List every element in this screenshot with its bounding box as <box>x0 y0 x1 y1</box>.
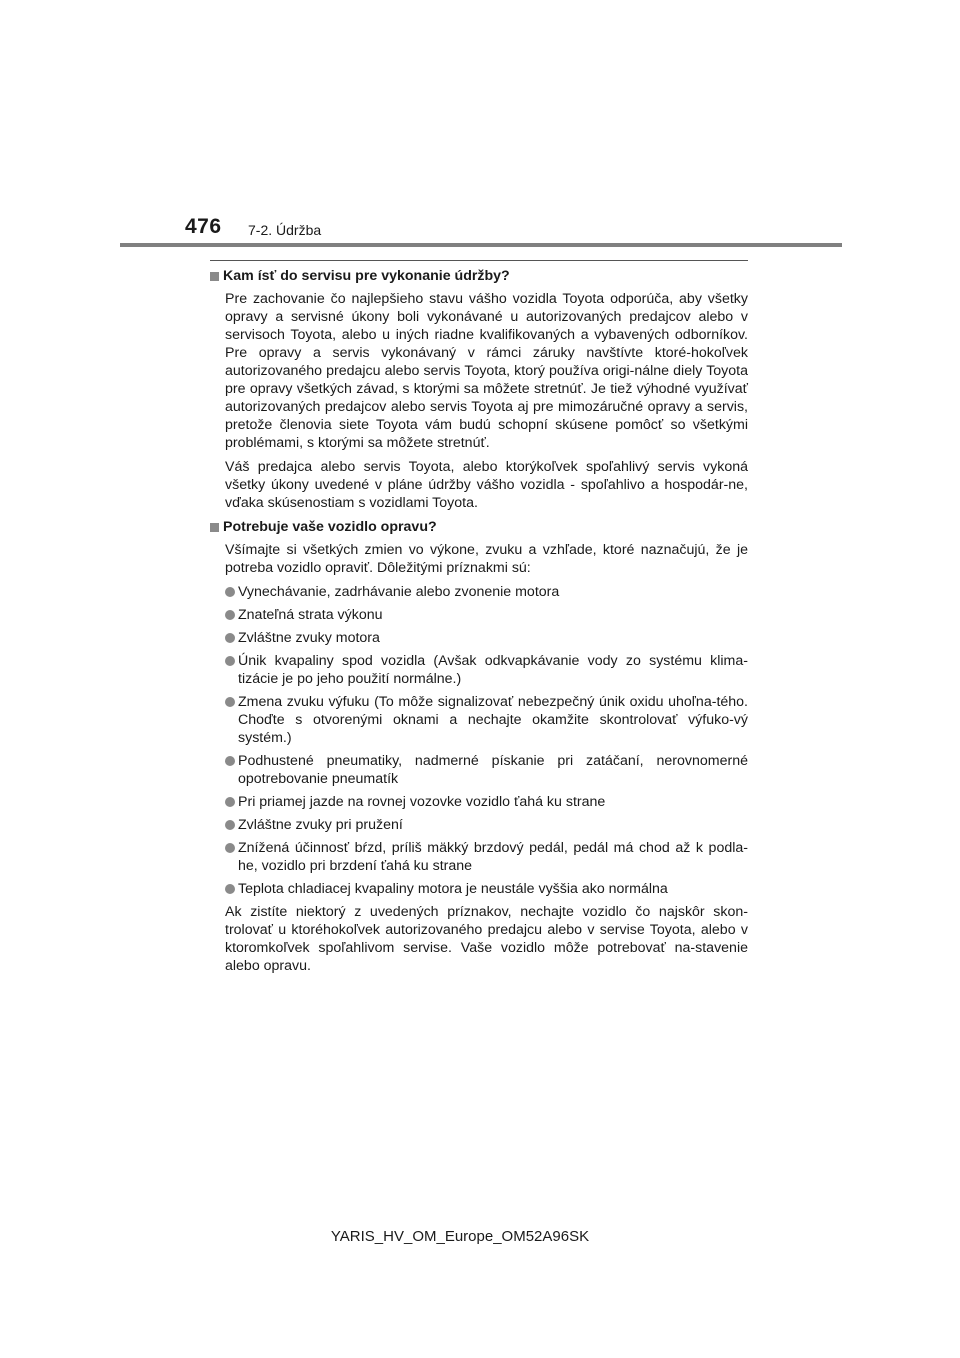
list-item <box>225 693 748 747</box>
content-rule <box>210 260 748 261</box>
section-heading-text: Potrebuje vaše vozidlo opravu? <box>223 519 437 535</box>
section-service-location <box>210 267 748 512</box>
list-item-text: Zmena zvuku výfuku (To môže signalizovať nebezpečný únik oxidu uhoľna-tého. Choďte s otvorenými oknami a nechajte okamžite skontrolovať výfuko-vý systém.) <box>238 694 748 746</box>
list-item <box>225 839 748 875</box>
round-bullet-icon <box>225 884 235 894</box>
list-item-text: Zvláštne zvuky pri pružení <box>238 817 403 833</box>
section-title: 7-2. Údržba <box>248 222 322 238</box>
round-bullet-icon <box>225 633 235 643</box>
list-item-text: Teplota chladiacej kvapaliny motora je neustále vyššia ako normálna <box>238 881 668 897</box>
list-item <box>225 629 748 647</box>
paragraph: Všímajte si všetkých zmien vo výkone, zvuku a vzhľade, ktoré naznačujú, že je potreba vozidlo opraviť. Dôležitými príznakmi sú: <box>225 542 748 576</box>
section-heading <box>210 267 748 285</box>
list-item-text: Únik kvapaliny spod vozidla (Avšak odkvapkávanie vody zo systému klima-tizácie je po jeho použití normálne.) <box>238 653 748 687</box>
list-item <box>225 652 748 688</box>
main-content <box>210 267 748 981</box>
list-item <box>225 880 748 898</box>
round-bullet-icon <box>225 656 235 666</box>
paragraph: Váš predajca alebo servis Toyota, alebo ktorýkoľvek spoľahlivý servis vykoná všetky úkony uvedené v pláne údržby vášho vozidla - spoľahlivo a hospodár-ne, vďaka skúsenostiam s vozidlami Toyota. <box>225 459 748 511</box>
page-number: 476 <box>185 215 222 238</box>
list-item-text: Znížená účinnosť bŕzd, príliš mäkký brzdový pedál, pedál má chod až k podla-he, vozidlo pri brzdení ťahá ku strane <box>238 840 748 874</box>
round-bullet-icon <box>225 756 235 766</box>
section-repair-needed <box>210 518 748 975</box>
footer <box>0 1228 960 1245</box>
list-item <box>225 752 748 788</box>
header-rule <box>120 243 842 247</box>
round-bullet-icon <box>225 797 235 807</box>
list-item-text: Vynechávanie, zadrhávanie alebo zvonenie motora <box>238 584 560 600</box>
section-heading <box>210 518 748 536</box>
list-item-text: Zvláštne zvuky motora <box>238 630 380 646</box>
round-bullet-icon <box>225 820 235 830</box>
square-bullet-icon <box>210 523 219 532</box>
round-bullet-icon <box>225 843 235 853</box>
section-heading-text: Kam ísť do servisu pre vykonanie údržby? <box>223 268 510 284</box>
list-item-text: Podhustené pneumatiky, nadmerné pískanie pri zatáčaní, nerovnomerné opotrebovanie pneumatík <box>238 753 748 787</box>
list-item <box>225 816 748 834</box>
list-item <box>225 793 748 811</box>
paragraph: Pre zachovanie čo najlepšieho stavu vášho vozidla Toyota odporúča, aby všetky opravy a servisné úkony boli vykonávané u autorizovaných predajcov alebo v servisoch Toyota, alebo u iných riadne kvalifikovaných a vybavených odborníkov. Pre opravy a servis vykonávaný v rámci záruky navštívte ktoré-hokoľvek autorizovaného predajcu alebo servis Toyota, ktorý používa origi-nálne diely Toyota pre opravy všetkých závad, s ktorými sa môžete stretnúť. Je tiež výhodné využívať autorizovaných predajcov alebo servis Toyota aj pre mimozáručné opravy a servis, pretože členovia siete Toyota vám budú schopní skúsene pomôcť so všetkými problémami, s ktorými sa môžete stretnúť. <box>225 291 748 451</box>
round-bullet-icon <box>225 587 235 597</box>
list-item-text: Znateľná strata výkonu <box>238 607 383 623</box>
symptom-list <box>225 583 748 898</box>
round-bullet-icon <box>225 697 235 707</box>
round-bullet-icon <box>225 610 235 620</box>
document-code: YARIS_HV_OM_Europe_OM52A96SK <box>330 1228 590 1245</box>
list-item <box>225 606 748 624</box>
square-bullet-icon <box>210 272 219 281</box>
list-item-text: Pri priamej jazde na rovnej vozovke vozidlo ťahá ku strane <box>238 794 606 810</box>
list-item <box>225 583 748 601</box>
paragraph: Ak zistíte niektorý z uvedených príznakov, nechajte vozidlo čo najskôr skon-trolovať u ktoréhokoľvek autorizovaného predajcu alebo v servise Toyota, alebo v ktoromkoľvek spoľahlivom servise. Vaše vozidlo môže potrebovať na-stavenie alebo opravu. <box>225 904 748 974</box>
